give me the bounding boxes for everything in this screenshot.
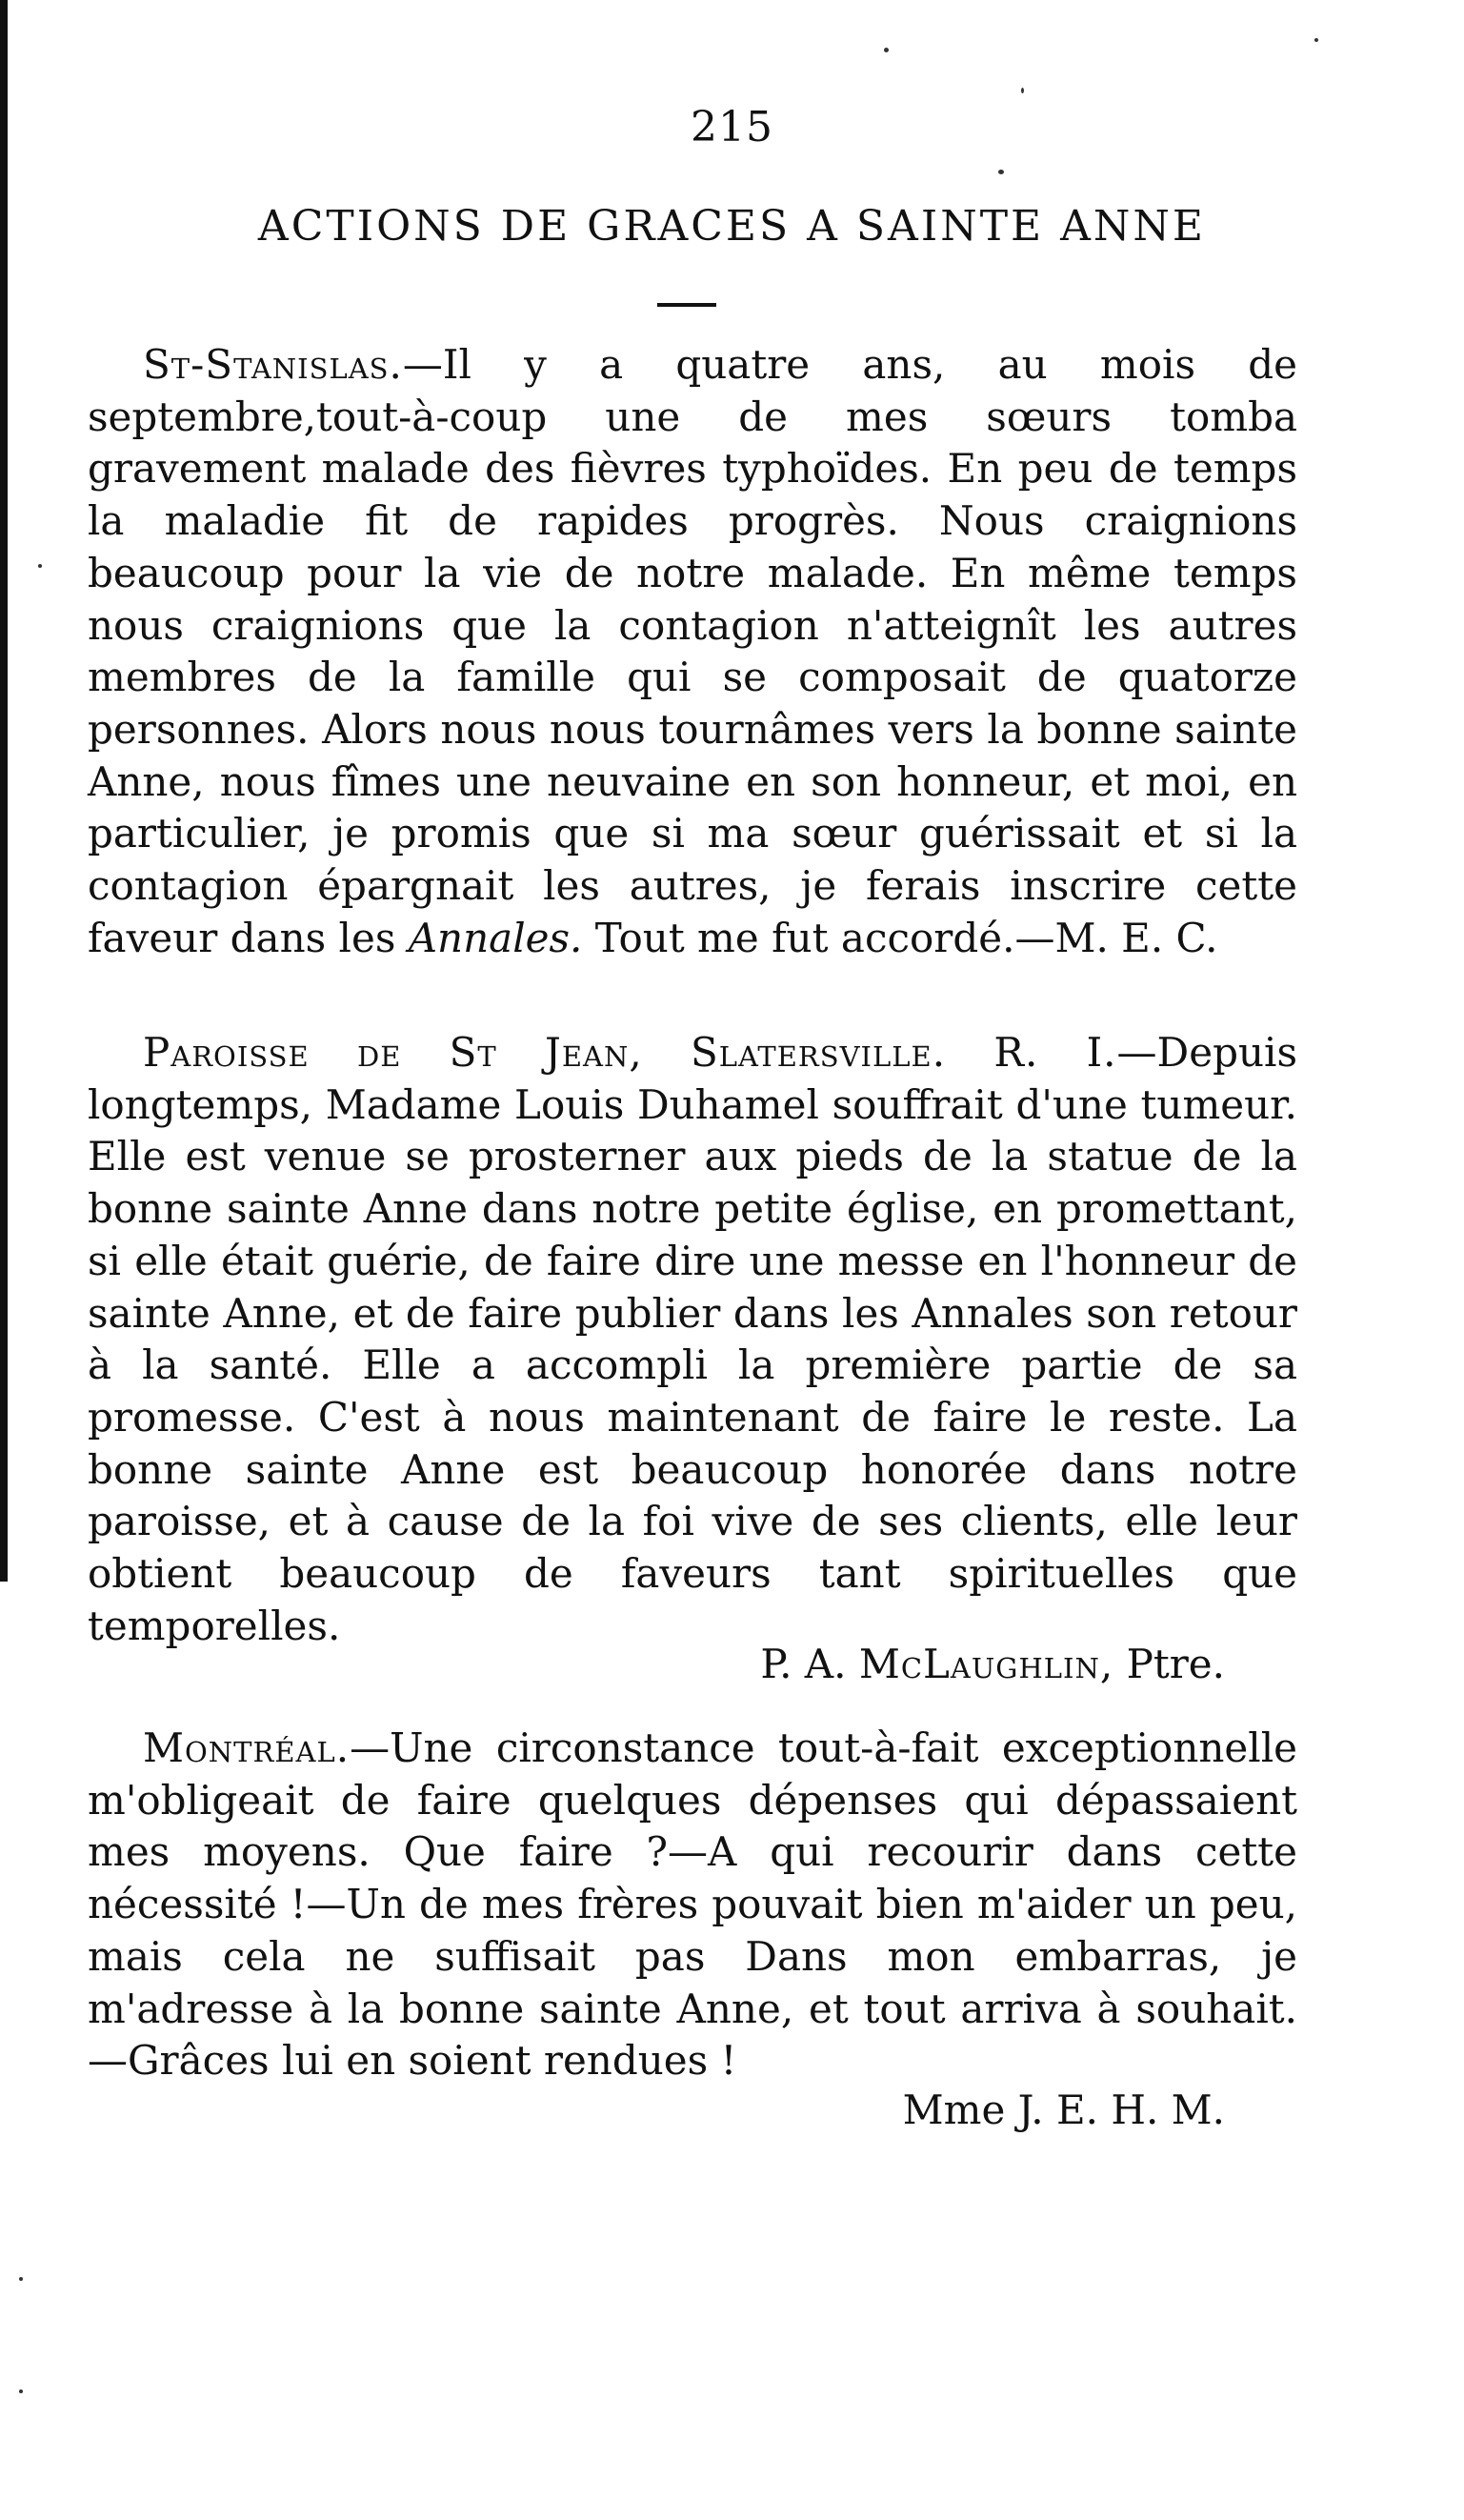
testimony-montreal bbox=[88, 1723, 1297, 2087]
scan-speck bbox=[1021, 88, 1024, 93]
annales-italic: Annales. bbox=[408, 914, 583, 961]
testimony-slatersville bbox=[88, 1027, 1297, 1652]
testimony-text: —Une circonstance tout-à-fait exceptionnelle m'obligeait de faire quelques dépenses qui dépassaient mes moyens. Que faire ?—A qui recourir dans cette nécessité !—Un de mes frères pouvait bien m'aider un peu, mais cela ne suffisait pas Dans mon embarras, je m'adresse à la bonne sainte Anne, et tout arriva à souhait.—Grâces lui en soient rendues ! bbox=[88, 1724, 1297, 2085]
scan-speck bbox=[19, 2389, 23, 2393]
place-name: Montréal. bbox=[143, 1724, 351, 1771]
place-name: Paroisse de St Jean, Slatersville. R. I. bbox=[143, 1029, 1117, 1076]
place-name: St-Stanislas. bbox=[143, 341, 403, 388]
testimony-text-end: Tout me fut accordé.—M. E. C. bbox=[582, 914, 1218, 961]
heading-rule bbox=[657, 303, 716, 307]
testimony-text: —Il y a quatre ans, au mois de septembre,tout-à-coup une de mes sœurs tomba gravement malade des fièvres typhoïdes. En peu de temps la maladie fit de rapides progrès. Nous craignions beaucoup pour la vie de notre malade. En même temps nous craignions que la contagion n'atteignît les autres membres de la famille qui se composait de quatorze personnes. Alors nous nous tournâmes vers la bonne sainte Anne, nous fîmes une neuvaine en son honneur, et moi, en particulier, je promis que si ma sœur guérissait et si la contagion épargnait les autres, je ferais inscrire cette faveur dans les bbox=[88, 341, 1297, 961]
scan-speck bbox=[1314, 38, 1318, 42]
signature-mclaughlin: P. A. McLaughlin, Ptre. bbox=[760, 1641, 1225, 1687]
section-heading: ACTIONS DE GRACES A SAINTE ANNE bbox=[257, 202, 1207, 251]
page-number: 215 bbox=[691, 103, 773, 151]
scan-speck bbox=[19, 2277, 23, 2281]
signature-mme-jehm: Mme J. E. H. M. bbox=[902, 2087, 1225, 2133]
scan-speck bbox=[998, 170, 1004, 174]
scan-speck bbox=[884, 48, 889, 52]
scan-speck bbox=[38, 564, 42, 568]
testimony-text: —Depuis longtemps, Madame Louis Duhamel souffrait d'une tumeur. Elle est venue se prosterner aux pieds de la statue de la bonne sainte Anne dans notre petite église, en promettant, si elle était guérie, de faire dire une messe en l'honneur de sainte Anne, et de faire publier dans les Annales son retour à la santé. Elle a accompli la première partie de sa promesse. C'est à nous maintenant de faire le reste. La bonne sainte Anne est beaucoup honorée dans notre paroisse, et à cause de la foi vive de ses clients, elle leur obtient beaucoup de faveurs tant spirituelles que temporelles. bbox=[88, 1029, 1297, 1649]
testimony-st-stanislas bbox=[88, 339, 1297, 964]
